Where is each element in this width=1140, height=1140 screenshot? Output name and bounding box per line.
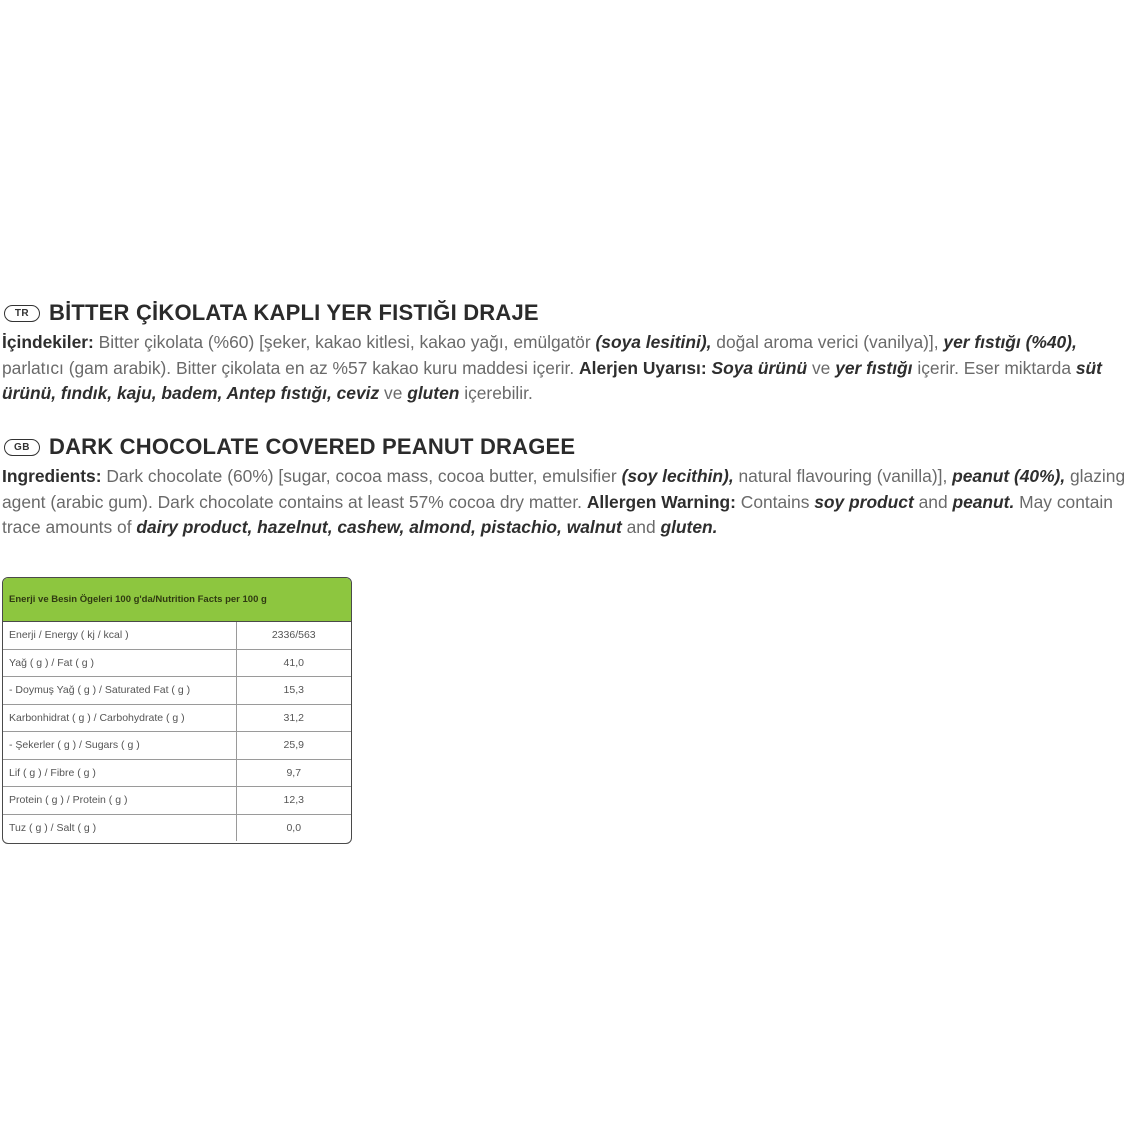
- nutrient-value: 9,7: [236, 759, 351, 787]
- english-section: [0, 432, 1140, 541]
- table-row: [3, 677, 351, 705]
- nutrient-value: 15,3: [236, 677, 351, 705]
- turkish-section: [0, 298, 1140, 407]
- table-row: [3, 622, 351, 650]
- nutrient-label: - Doymuş Yağ ( g ) / Saturated Fat ( g ): [3, 677, 236, 705]
- nutrient-value: 0,0: [236, 814, 351, 841]
- nutrient-label: Lif ( g ) / Fibre ( g ): [3, 759, 236, 787]
- nutrient-value: 41,0: [236, 649, 351, 677]
- turkish-ingredients-text: İçindekiler: Bitter çikolata (%60) [şeker, kakao kitlesi, kakao yağı, emülgatör (soya lesitini), doğal aroma verici (vanilya)], yer fıstığı (%40), parlatıcı (gam arabik). Bitter çikolata en az %57 kakao kuru maddesi içerir. Alerjen Uyarısı: Soya ürünü ve yer fıstığı içerir. Eser miktarda süt ürünü, fındık, kaju, badem, Antep fıstığı, ceviz ve gluten içerebilir.: [2, 332, 1102, 403]
- gb-language-badge: GB: [4, 439, 40, 456]
- nutrition-table-header: Enerji ve Besin Ögeleri 100 g'da/Nutrition Facts per 100 g: [3, 578, 351, 622]
- table-row: [3, 704, 351, 732]
- english-heading: [0, 432, 1140, 462]
- table-row: [3, 759, 351, 787]
- nutrient-value: 31,2: [236, 704, 351, 732]
- english-ingredients-text: Ingredients: Dark chocolate (60%) [sugar, cocoa mass, cocoa butter, emulsifier (soy lecithin), natural flavouring (vanilla)], peanut (40%), glazing agent (arabic gum). Dark chocolate contains at least 57% cocoa dry matter. Allergen Warning: Contains soy product and peanut. May contain trace amounts of dairy product, hazelnut, cashew, almond, pistachio, walnut and gluten.: [2, 466, 1126, 537]
- nutrition-facts-table: [2, 577, 352, 844]
- table-row: [3, 649, 351, 677]
- nutrient-value: 12,3: [236, 787, 351, 815]
- turkish-heading: [0, 298, 1140, 328]
- english-product-title: DARK CHOCOLATE COVERED PEANUT DRAGEE: [49, 434, 576, 459]
- nutrient-value: 2336/563: [236, 622, 351, 650]
- nutrient-label: Protein ( g ) / Protein ( g ): [3, 787, 236, 815]
- table-row: [3, 814, 351, 841]
- nutrient-label: Karbonhidrat ( g ) / Carbohydrate ( g ): [3, 704, 236, 732]
- nutrient-label: - Şekerler ( g ) / Sugars ( g ): [3, 732, 236, 760]
- nutrient-label: Tuz ( g ) / Salt ( g ): [3, 814, 236, 841]
- table-row: [3, 732, 351, 760]
- table-row: [3, 787, 351, 815]
- turkish-product-title: BİTTER ÇİKOLATA KAPLI YER FISTIĞI DRAJE: [49, 300, 539, 325]
- nutrient-label: Yağ ( g ) / Fat ( g ): [3, 649, 236, 677]
- nutrient-value: 25,9: [236, 732, 351, 760]
- tr-language-badge: TR: [4, 305, 40, 322]
- nutrient-label: Enerji / Energy ( kj / kcal ): [9, 629, 129, 642]
